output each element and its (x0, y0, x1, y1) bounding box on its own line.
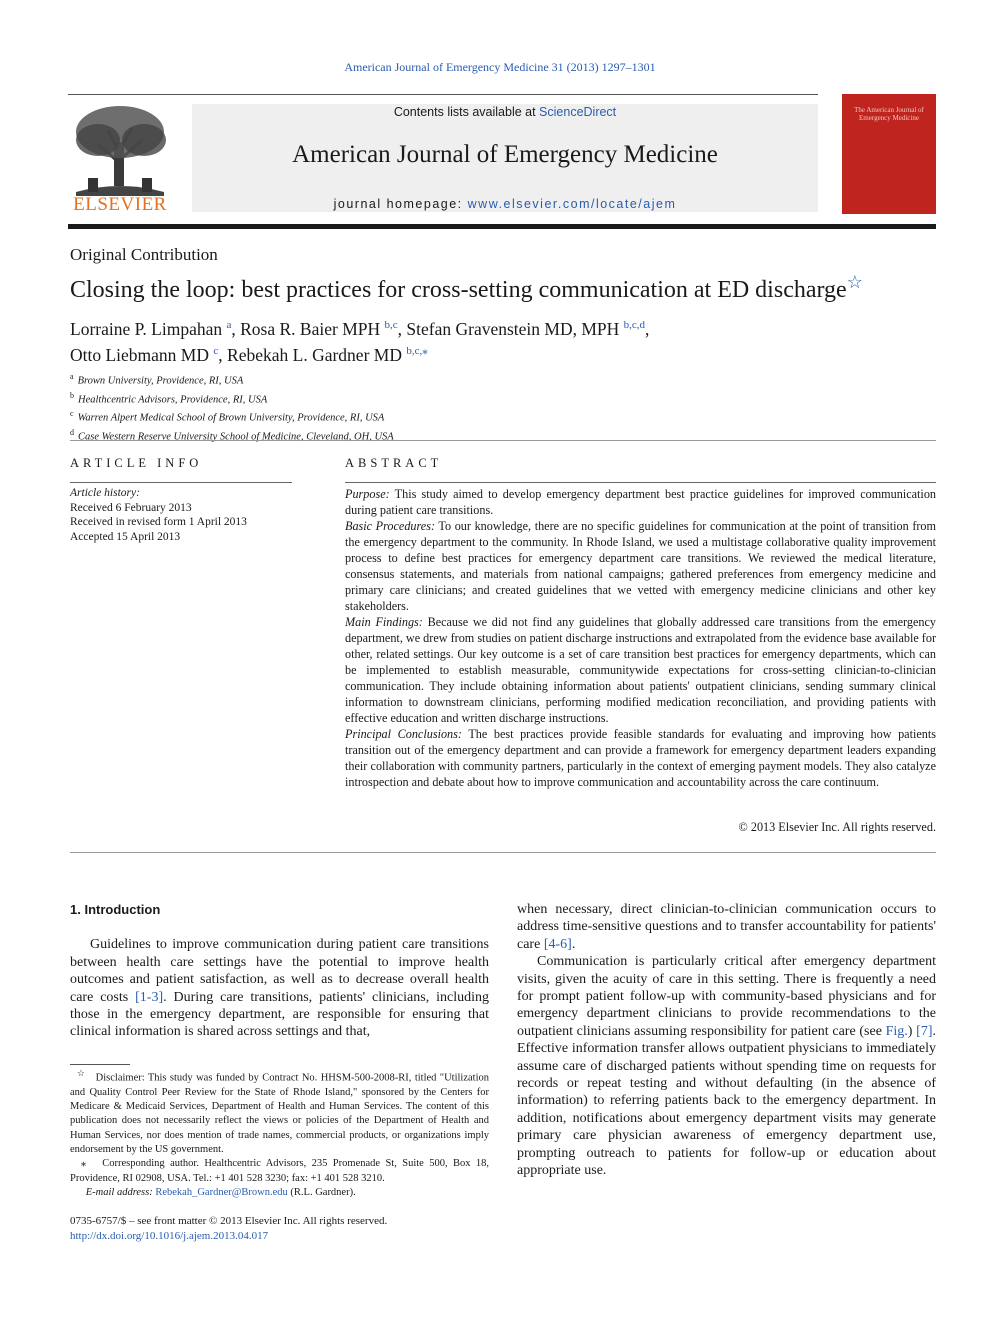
affiliation-key: a (70, 372, 74, 381)
author-separator: , (397, 318, 407, 339)
affiliation-text: Healthcentric Advisors, Providence, RI, USA (78, 394, 268, 405)
author-affiliation-mark[interactable]: b,c,⁎ (406, 344, 428, 357)
body-column-left (70, 901, 489, 1041)
affiliation-text: Warren Alpert Medical School of Brown University, Providence, RI, USA (77, 412, 385, 424)
front-matter (70, 1214, 489, 1243)
abstract-heading: ABSTRACT (345, 456, 443, 470)
purpose-text: This study aimed to develop emergency department best practice guidelines for improved communication during patient care transitions. (345, 487, 937, 517)
title-footnote-star-icon[interactable]: ☆ (846, 272, 863, 292)
paragraph-text: Communication is particularly critical after emergency department visits, given the acuity of care in this setting. There is frequently a need for prompt patient follow-up with community-based physicians and for emergency department clinicians to provide recommendations to the outpatient clinicians assuming responsibility for patient care (see (517, 954, 936, 1039)
author-affiliation-mark[interactable]: b,c,d (623, 319, 646, 331)
email-footnote (70, 1186, 489, 1200)
author-separator: , (231, 318, 241, 339)
homepage-link[interactable]: www.elsevier.com/locate/ajem (467, 197, 677, 211)
affiliation-text: Case Western Reserve University School of Medicine, Cleveland, OH, USA (78, 431, 394, 442)
issn-line: 0735-6757/$ – see front matter © 2013 Elsevier Inc. All rights reserved. (70, 1215, 388, 1227)
intro-paragraph-1 (70, 936, 489, 1040)
received-date: Received 6 February 2013 (70, 501, 192, 514)
email-label: E-mail address: (85, 1186, 153, 1198)
paragraph-text: ) (907, 1023, 917, 1039)
contents-line (192, 105, 818, 119)
affiliation-item (70, 407, 670, 426)
author-separator: , (218, 344, 228, 365)
author-name[interactable]: Rosa R. Baier MPH (240, 318, 381, 339)
journal-cover[interactable] (842, 94, 936, 214)
author-affiliation-mark[interactable]: b,c (384, 319, 398, 331)
contents-prefix: Contents lists available at (393, 105, 540, 119)
abstract-rule (345, 482, 936, 483)
purpose-label: Purpose: (345, 487, 390, 501)
body-column-right (517, 901, 936, 1180)
conclusions-text: The best practices provide feasible standards for evaluating and improving how patients transition out of the emergency department and can provide a framework for emergency department leaders expanding their collaboration with community partners, particularly in the context of emerging payment models. They also catalyze introspection and debate about how to improve communication and accountability across the care continuum. (345, 727, 936, 789)
footnote-rule (70, 1064, 130, 1065)
paper-title-text: Closing the loop: best practices for cross-setting communication at ED discharge (70, 277, 847, 303)
procedures-text: To our knowledge, there are no specific guidelines for communication at the point of transition from the emergency department to the community. In Rhode Island, we used a multistage collaborative quality improvement process to define best practices for emergency department care transitions. We reviewed the medical literature, consensus statements, and materials from national campaigns; gathered preferences from emergency medicine and primary care clinicians; and created guidelines that we vetted with emergency medicine clinicians and other key stakeholders. (345, 519, 937, 613)
sciencedirect-link[interactable]: ScienceDirect (539, 105, 617, 119)
paragraph-text: when necessary, direct clinician-to-clinician communication occurs to address time-sensitive questions and to transfer accountability for patients' care (517, 902, 936, 952)
article-info-rule (70, 482, 292, 483)
header-thick-rule (68, 224, 936, 229)
title-block-rule (70, 440, 936, 441)
accepted-date: Accepted 15 April 2013 (70, 530, 181, 543)
journal-title: American Journal of Emergency Medicine (292, 141, 718, 168)
author-list (70, 314, 936, 366)
disclaimer-star-icon: ☆ (76, 1068, 86, 1078)
affiliation-key: d (70, 427, 74, 437)
homepage-prefix: journal homepage: (333, 197, 468, 211)
affiliation-item (70, 426, 670, 445)
paragraph-text: . Effective information transfer allows outpatient physicians to immediately assume care of discharged patients without spending time on requests for records or repeat testing and without defaulting (in the absence of information) to referring patients back to the emergency department. In addition, notifications about emergency department visits may generate primary care physician awareness of emergency department use, prompting outreach to patients for follow-up or education about appropriate use. (517, 1023, 936, 1179)
email-suffix: (R.L. Gardner). (287, 1186, 356, 1198)
intro-paragraph-1-continued (517, 901, 936, 953)
author-affiliation-mark[interactable]: c (213, 344, 219, 357)
paragraph-text: . (571, 936, 576, 952)
abstract-body (345, 486, 936, 790)
footnotes (70, 1066, 489, 1200)
abstract-end-rule (70, 852, 936, 853)
disclaimer-text: Disclaimer: This study was funded by Contract No. HHSM-500-2008-RI, titled "Utilization and Quality Control Peer Review for the State of Rhode Island," sponsored by the Centers for Medicare & Medicaid Services, Department of Health and Human Services. The content of this publication does not necessarily reflect the views or policies of the Department of Health and Human Services, nor does mention of trade names, commercial products, or organizations imply endorsement by the US government. (70, 1072, 489, 1155)
article-history (70, 486, 292, 544)
affiliation-key: b (70, 390, 74, 400)
paragraph-text: . During care transitions, patients' clinicians, including those in the emergency department, are responsible for ensuring that clinical information is shared across settings and that, (70, 989, 489, 1040)
conclusions-label: Principal Conclusions: (345, 727, 462, 741)
intro-paragraph-2 (517, 953, 936, 1179)
figure-link[interactable]: Fig. (885, 1023, 908, 1039)
abstract-copyright: © 2013 Elsevier Inc. All rights reserved. (738, 820, 936, 834)
affiliation-item (70, 389, 670, 408)
procedures-label: Basic Procedures: (345, 519, 436, 533)
author-separator: , (645, 318, 650, 339)
author-name[interactable]: Lorraine P. Limpahan (70, 318, 223, 339)
abstract-findings (345, 614, 936, 726)
cover-title: The American Journal of Emergency Medicine (854, 106, 924, 122)
affiliation-item (70, 370, 670, 389)
author-name[interactable]: Stefan Gravenstein MD, MPH (406, 318, 620, 339)
abstract-conclusions (345, 726, 936, 790)
history-label: Article history: (70, 487, 140, 499)
introduction-heading: 1. Introduction (70, 902, 161, 917)
doi-link[interactable]: http://dx.doi.org/10.1016/j.ajem.2013.04.017 (70, 1229, 269, 1242)
paper-title (70, 272, 863, 304)
revised-date: Received in revised form 1 April 2013 (70, 516, 247, 528)
publisher-name: ELSEVIER (73, 194, 167, 215)
journal-citation[interactable]: American Journal of Emergency Medicine 31 (2013) 1297–1301 (344, 60, 656, 74)
article-info-heading: ARTICLE INFO (70, 456, 203, 470)
disclaimer-footnote (70, 1066, 489, 1157)
author-name[interactable]: Otto Liebmann MD (70, 344, 210, 365)
paragraph-text: Guidelines to improve communication during patient care transitions between health care settings have the potential to improve health outcomes and patient satisfaction, as well as to decrease overall health care costs (70, 937, 489, 1005)
reference-link[interactable]: [1-3] (135, 989, 164, 1005)
abstract-procedures (345, 518, 936, 614)
abstract-purpose (345, 486, 936, 518)
corresponding-footnote (70, 1157, 489, 1186)
corresponding-mark: ⁎ (80, 1158, 87, 1170)
article-section: Original Contribution (70, 245, 218, 264)
affiliation-list (70, 370, 670, 444)
affiliation-key: c (70, 409, 74, 418)
author-affiliation-mark[interactable]: a (226, 319, 232, 331)
elsevier-logo[interactable] (68, 100, 172, 216)
email-link[interactable]: Rebekah_Gardner@Brown.edu (155, 1186, 288, 1198)
reference-link[interactable]: [4-6] (543, 936, 572, 952)
corresponding-text: Corresponding author. Healthcentric Advisors, 235 Promenade St, Suite 500, Box 18, Providence, RI 02908, USA. Tel.: +1 401 528 3230; fax: +1 401 528 3210. (70, 1158, 490, 1184)
header-rule (68, 94, 818, 95)
reference-link[interactable]: [7] (916, 1023, 933, 1039)
findings-text: Because we did not find any guidelines that globally addressed care transitions from the emergency department, we drew from studies on patient discharge instructions and extrapolated from the evidence base available for other, related settings. Our key outcome is a set of care transition best practices for emergency departments, which can be implemented to establish measurable, communitywide expectations for cross-setting clinician-to-clinician communication. They include obtaining information about patients' outpatient clinicians, sending summary clinical information to downstream clinicians, performing modified medication reconciliation, and providing patients with effective education and written discharge instructions. (345, 615, 936, 725)
findings-label: Main Findings: (345, 615, 423, 629)
author-name[interactable]: Rebekah L. Gardner MD (227, 344, 402, 365)
homepage-line (192, 197, 818, 211)
affiliation-text: Brown University, Providence, RI, USA (77, 375, 244, 387)
